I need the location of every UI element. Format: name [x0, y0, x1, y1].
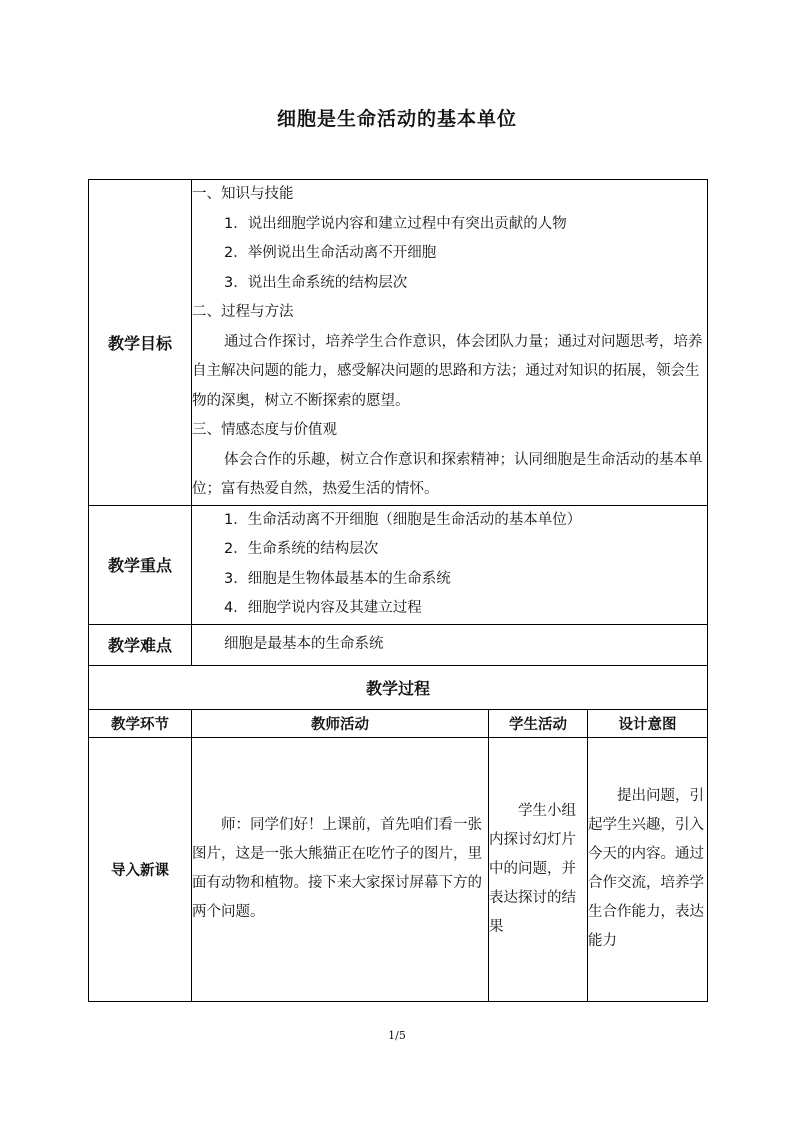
stage-cell: 导入新课: [89, 737, 192, 1001]
column-header-stage: 教学环节: [89, 709, 192, 737]
objectives-heading-process: 二、过程与方法: [192, 304, 294, 320]
difficulty-text: 细胞是最基本的生命系统: [224, 635, 384, 652]
objectives-item: 1．说出细胞学说内容和建立过程中有突出贡献的人物: [224, 215, 567, 232]
difficulty-content: [192, 624, 708, 665]
objectives-heading-attitude: 三、情感态度与价值观: [192, 422, 337, 438]
key-point-item: 3．细胞是生物体最基本的生命系统: [224, 570, 451, 587]
process-column-header-row: [89, 709, 708, 737]
teacher-activity-cell: [192, 737, 489, 1001]
student-activity-cell: [489, 737, 588, 1001]
key-point-item: 1．生命活动离不开细胞（细胞是生命活动的基本单位）: [224, 511, 582, 528]
process-heading: 教学过程: [89, 665, 708, 709]
key-points-content: [192, 505, 708, 624]
objectives-paragraph: 体会合作的乐趣，树立合作意识和探索精神；认同细胞是生命活动的基本单位；富有热爱自然，热爱生活的情怀。: [192, 451, 703, 497]
teacher-activity-text: 师：同学们好！上课前，首先咱们看一张图片，这是一张大熊猫正在吃竹子的图片，里面有动物和植物。接下来大家探讨屏幕下方的两个问题。: [192, 817, 482, 920]
column-header-intent: 设计意图: [588, 709, 708, 737]
column-header-teacher: 教师活动: [192, 709, 489, 737]
objectives-item: 2．举例说出生命活动离不开细胞: [224, 245, 437, 261]
key-point-item: 2．生命系统的结构层次: [224, 541, 379, 557]
difficulty-row: [89, 624, 708, 665]
objectives-content: [192, 180, 708, 506]
objectives-label: 教学目标: [89, 180, 192, 506]
objectives-paragraph: 通过合作探讨，培养学生合作意识，体会团队力量；通过对问题思考，培养自主解决问题的能力，感受解决问题的思路和方法；通过对知识的拓展，领会生物的深奥，树立不断探索的愿望。: [192, 333, 703, 409]
objectives-row: [89, 180, 708, 506]
objectives-heading-knowledge: 一、知识与技能: [192, 186, 294, 202]
student-activity-text: 学生小组内探讨幻灯片中的问题，并表达探讨的结果: [489, 802, 576, 935]
design-intent-cell: [588, 737, 708, 1001]
column-header-student: 学生活动: [489, 709, 588, 737]
objectives-item: 3．说出生命系统的结构层次: [224, 274, 408, 291]
key-points-label: 教学重点: [89, 505, 192, 624]
table-row: [89, 737, 708, 1001]
process-heading-row: [89, 665, 708, 709]
design-intent-text: 提出问题，引起学生兴趣，引入今天的内容。通过合作交流，培养学生合作能力，表达能力: [588, 788, 704, 949]
lesson-plan-table: [88, 179, 708, 1002]
page-title: 细胞是生命活动的基本单位: [276, 108, 517, 130]
page-number: 1/5: [388, 1029, 406, 1042]
key-point-item: 4．细胞学说内容及其建立过程: [224, 600, 422, 616]
difficulty-label: 教学难点: [89, 624, 192, 665]
key-points-row: [89, 505, 708, 624]
